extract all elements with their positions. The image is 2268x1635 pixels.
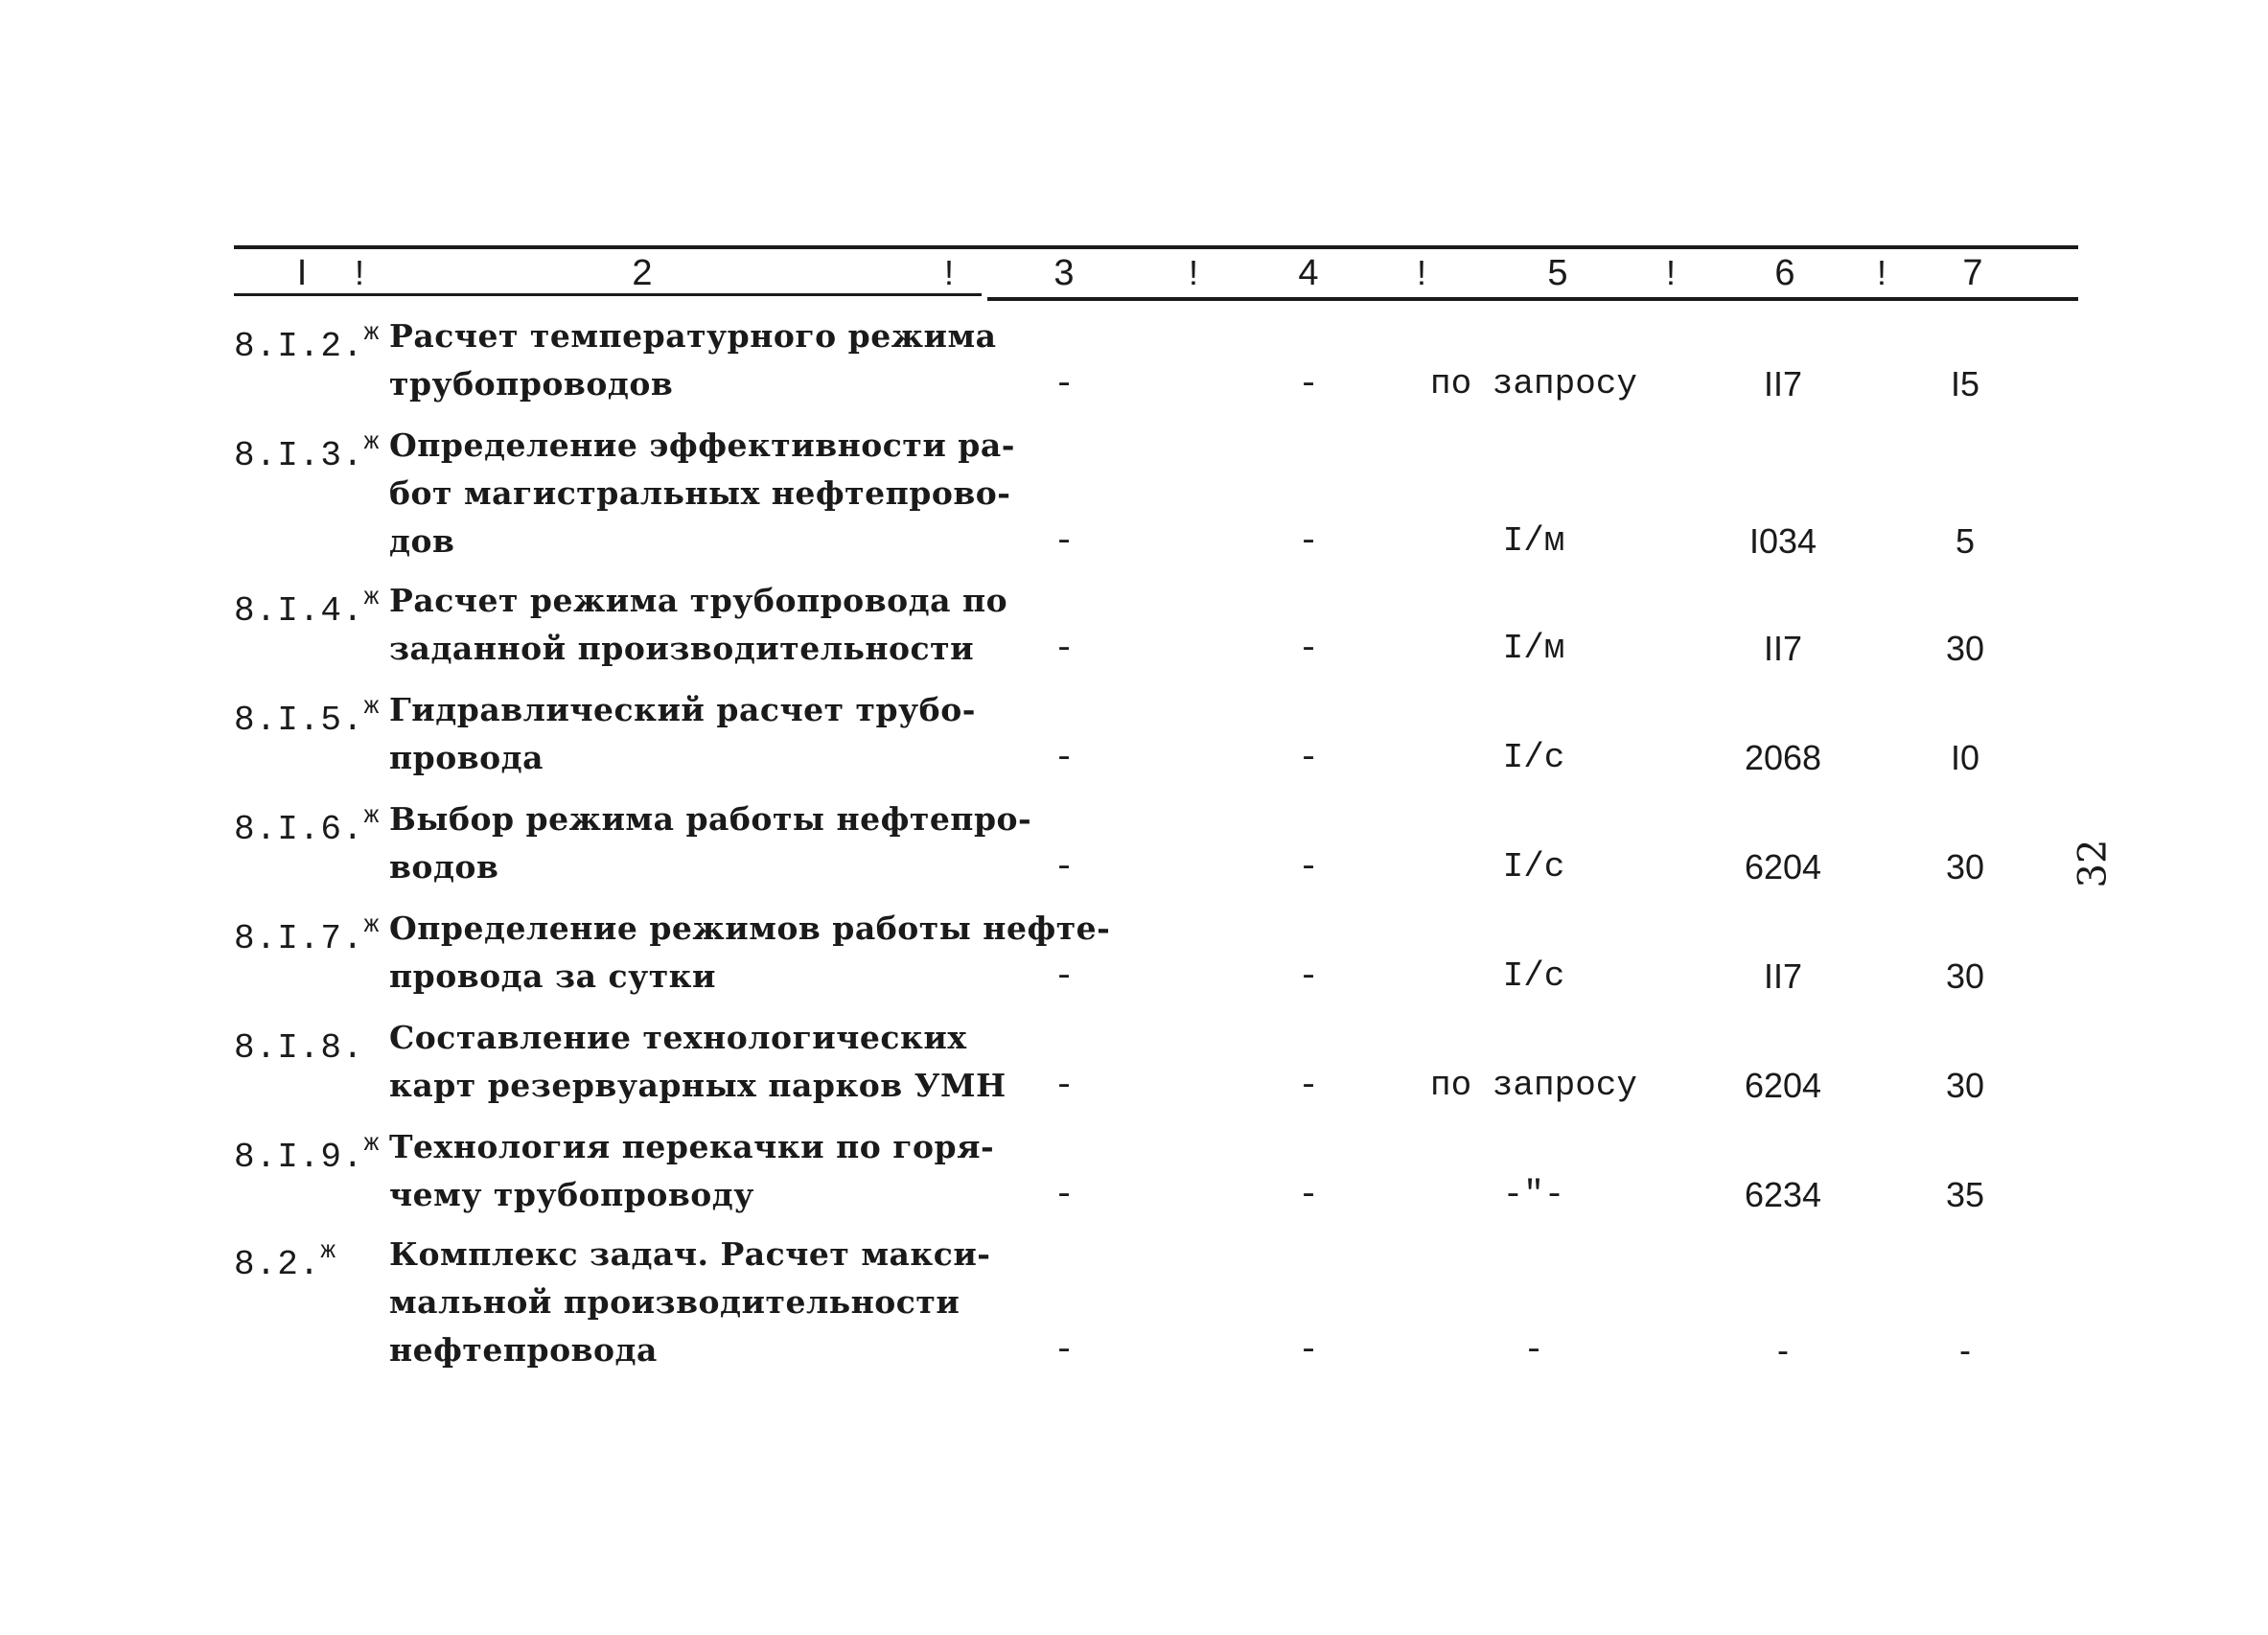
cell-col6: 6234 — [1744, 1175, 1822, 1214]
cell-col7: 35 — [1945, 1175, 1985, 1214]
cell-col6: II7 — [1763, 364, 1803, 403]
row-description: Выбор режима работы нефтепро- водов — [389, 800, 1032, 886]
cell-col7: I0 — [1950, 738, 1980, 777]
cell-col4: - — [1298, 1330, 1319, 1370]
cell-col5: - — [1523, 1330, 1544, 1370]
cell-col4: - — [1298, 629, 1319, 668]
header-top-rule — [234, 245, 2078, 249]
col-header-6: 6 — [1774, 253, 1795, 293]
col-header-7: 7 — [1962, 253, 1983, 293]
row-number: 8.2.$^ж$ — [234, 1236, 337, 1284]
margin-page-number: 32 — [2071, 839, 2116, 888]
cell-col6: - — [1777, 1330, 1789, 1370]
row-description: Гидравлический расчет трубо- провода — [389, 691, 976, 776]
cell-col3: - — [1053, 521, 1075, 561]
row-description: Комплекс задач. Расчет макси- мальной производительности нефтепровода — [389, 1235, 991, 1369]
cell-col3: - — [1053, 956, 1075, 996]
cell-col4: - — [1298, 1175, 1319, 1214]
cell-col7: 30 — [1945, 956, 1985, 996]
cell-col6: 6204 — [1744, 847, 1822, 887]
cell-col3: - — [1053, 847, 1075, 887]
cell-col3: - — [1053, 738, 1075, 777]
cell-col5: I/с — [1502, 847, 1565, 887]
row-description: Составление технологических карт резервуарных парков УМН — [389, 1019, 1007, 1104]
cell-col3: - — [1053, 1330, 1075, 1370]
header-bottom-rule — [234, 293, 982, 296]
col-separator: ! — [1189, 253, 1199, 292]
cell-col4: - — [1298, 364, 1319, 403]
col-header-2: 2 — [632, 253, 653, 293]
col-separator: ! — [1417, 253, 1427, 292]
cell-col4: - — [1298, 1066, 1319, 1105]
row-number: 8.I.9.$^ж$ — [234, 1129, 381, 1177]
row-description: Определение эффективности ра- бот магистральных нефтепрово- дов — [389, 426, 1015, 560]
cell-col4: - — [1298, 847, 1319, 887]
cell-col3: - — [1053, 364, 1075, 403]
cell-col6: 6204 — [1744, 1066, 1822, 1105]
col-separator: ! — [944, 253, 955, 292]
cell-col3: - — [1053, 629, 1075, 668]
cell-col3: - — [1053, 1175, 1075, 1214]
cell-col4: - — [1298, 738, 1319, 777]
cell-col6: I034 — [1748, 521, 1817, 561]
row-description: Технология перекачки по горя- чему трубопроводу — [389, 1128, 995, 1213]
cell-col4: - — [1298, 521, 1319, 561]
cell-col6: II7 — [1763, 956, 1803, 996]
cell-col7: 30 — [1945, 629, 1985, 668]
cell-col6: 2068 — [1744, 738, 1822, 777]
cell-col5: I/с — [1502, 738, 1565, 777]
cell-col5: по запросу — [1429, 364, 1638, 403]
row-number: 8.I.8. — [234, 1028, 364, 1068]
row-number: 8.I.6.$^ж$ — [234, 801, 381, 849]
cell-col5: I/м — [1502, 629, 1565, 668]
cell-col6: II7 — [1763, 629, 1803, 668]
row-description: Определение режимов работы нефте- провода за сутки — [389, 910, 1111, 995]
cell-col5: по запросу — [1429, 1066, 1638, 1105]
row-description: Расчет режима трубопровода по заданной производительности — [389, 582, 1008, 667]
col-header-5: 5 — [1547, 253, 1568, 293]
row-number: 8.I.3.$^ж$ — [234, 427, 381, 475]
cell-col7: 30 — [1945, 847, 1985, 887]
cell-col7: I5 — [1950, 364, 1980, 403]
cell-col5: I/м — [1502, 521, 1565, 561]
row-number: 8.I.2.$^ж$ — [234, 318, 381, 366]
col-header-1: I — [296, 253, 308, 293]
header-bottom-rule-right — [987, 297, 2078, 301]
cell-col4: - — [1298, 956, 1319, 996]
cell-col5: -"- — [1502, 1175, 1565, 1214]
row-number: 8.I.7.$^ж$ — [234, 910, 381, 958]
row-description: Расчет температурного режима трубопроводов — [389, 317, 997, 403]
cell-col5: I/с — [1502, 956, 1565, 996]
col-separator: ! — [1666, 253, 1677, 292]
cell-col7: - — [1959, 1330, 1971, 1370]
col-header-3: 3 — [1053, 253, 1075, 293]
col-separator: ! — [1877, 253, 1887, 292]
row-number: 8.I.5.$^ж$ — [234, 692, 381, 740]
col-separator: ! — [355, 253, 365, 292]
cell-col7: 5 — [1955, 521, 1976, 561]
cell-col3: - — [1053, 1066, 1075, 1105]
cell-col7: 30 — [1945, 1066, 1985, 1105]
row-number: 8.I.4.$^ж$ — [234, 583, 381, 631]
col-header-4: 4 — [1298, 253, 1319, 293]
